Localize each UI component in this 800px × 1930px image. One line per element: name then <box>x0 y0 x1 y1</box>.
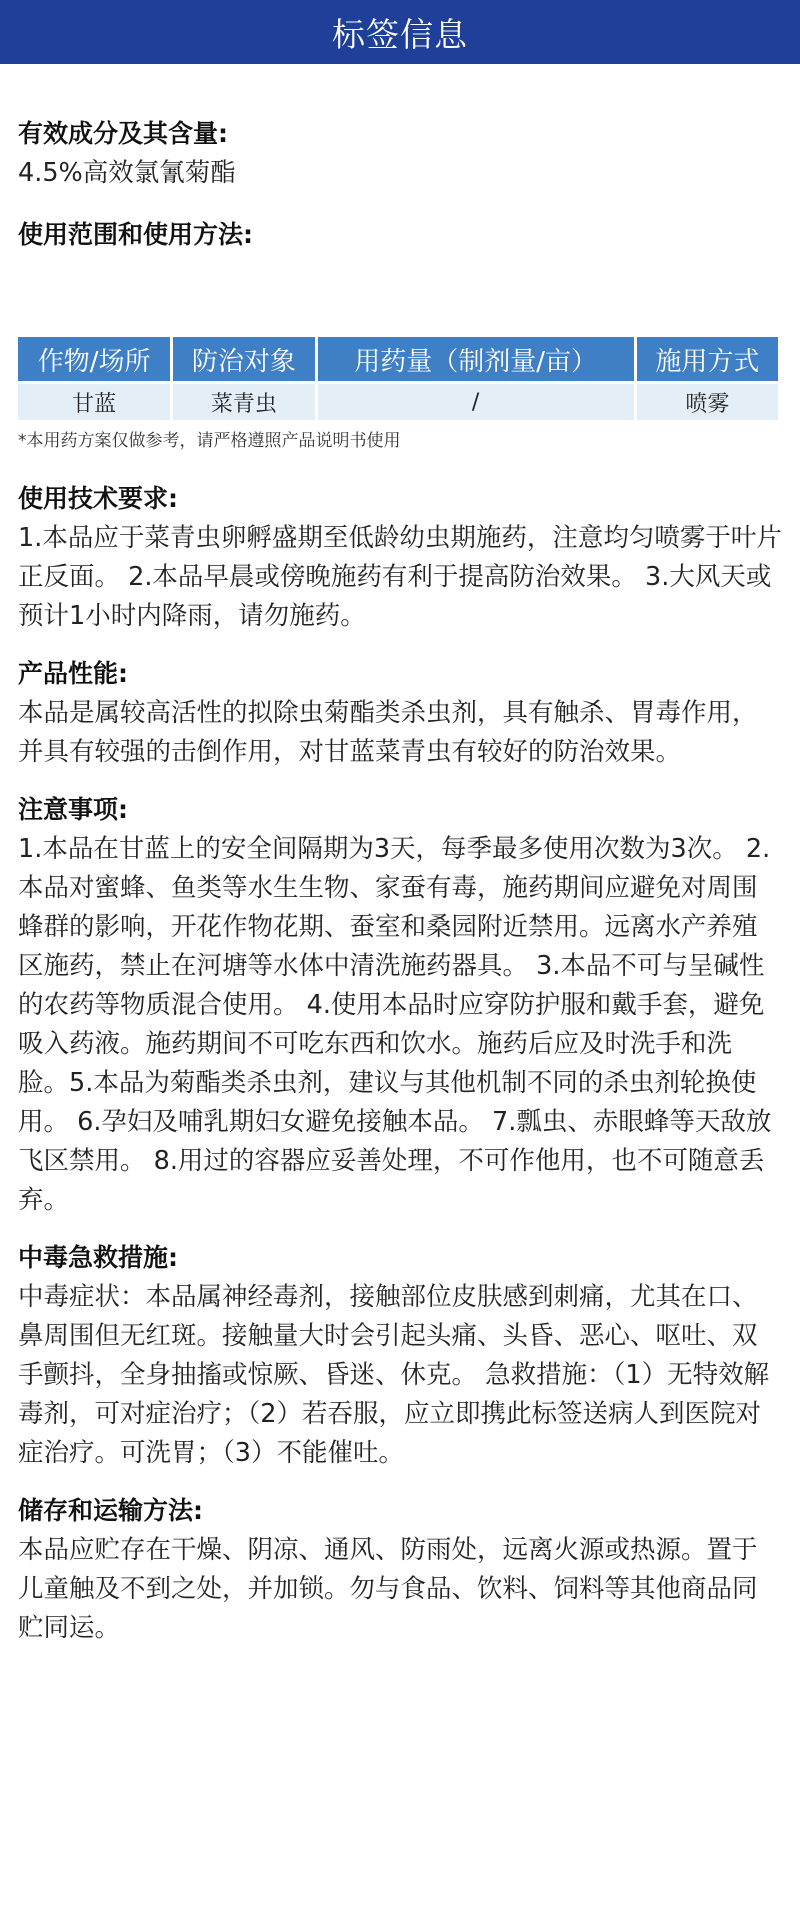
usage-table-header <box>18 337 778 381</box>
section-title-usage: 使用范围和使用方法: <box>18 220 253 249</box>
section-title-storage: 储存和运输方法: <box>18 1496 203 1525</box>
section-tech <box>18 479 782 636</box>
label-content <box>0 114 800 1648</box>
section-usage <box>18 215 782 451</box>
section-title-tech: 使用技术要求: <box>18 484 178 513</box>
section-performance <box>18 654 782 772</box>
cell-target: 菜青虫 <box>173 381 314 420</box>
page-header <box>0 0 800 64</box>
section-title-precautions: 注意事项: <box>18 795 128 824</box>
column-header-crop: 作物/场所 <box>18 337 170 381</box>
section-ingredient <box>18 114 782 193</box>
ingredient-text: 4.5%高效氯氰菊酯 <box>18 158 236 188</box>
section-title-ingredient: 有效成分及其含量: <box>18 119 228 148</box>
precautions-text: 1.本品在甘蓝上的安全间隔期为3天，每季最多使用次数为3次。 2.本品对蜜蜂、鱼类等水生生物、家蚕有毒，施药期间应避免对周围蜂群的影响，开花作物花期、蚕室和桑园附近禁用。远离水产养殖区施药，禁止在河塘等水体中清洗施药器具。 3.本品不可与呈碱性的农药等物质混合使用。 4.使用本品时应穿防护服和戴手套，避免吸入药液。施药期间不可吃东西和饮水。施药后应及时洗手和洗脸。5.本品为菊酯类杀虫剂，建议与其他机制不同的杀虫剂轮换使用。 6.孕妇及哺乳期妇女避免接触本品。 7.瓢虫、赤眼蜂等天敌放飞区禁用。 8.用过的容器应妥善处理，不可作他用，也不可随意丢弃。 <box>18 834 772 1215</box>
section-title-performance: 产品性能: <box>18 659 128 688</box>
cell-dosage: / <box>318 381 634 420</box>
section-firstaid <box>18 1238 782 1473</box>
section-precautions <box>18 790 782 1220</box>
section-storage <box>18 1491 782 1648</box>
usage-note: *本用药方案仅做参考，请严格遵照产品说明书使用 <box>18 431 401 451</box>
tech-text: 1.本品应于菜青虫卵孵盛期至低龄幼虫期施药，注意均匀喷雾于叶片正反面。 2.本品早晨或傍晚施药有利于提高防治效果。 3.大风天或预计1小时内降雨，请勿施药。 <box>18 523 782 631</box>
firstaid-text: 中毒症状：本品属神经毒剂，接触部位皮肤感到刺痛，尤其在口、鼻周围但无红斑。接触量大时会引起头痛、头昏、恶心、呕吐、双手颤抖，全身抽搐或惊厥、昏迷、休克。 急救措施：（1）无特效解毒剂，可对症治疗；（2）若吞服，应立即携此标签送病人到医院对症治疗。可洗胃；（3）不能催吐。 <box>18 1282 770 1468</box>
usage-table <box>15 337 781 420</box>
column-header-dosage: 用药量（制剂量/亩） <box>318 337 634 381</box>
usage-table-wrap <box>18 337 782 420</box>
page-title: 标签信息 <box>332 14 468 54</box>
cell-method: 喷雾 <box>637 381 778 420</box>
performance-text: 本品是属较高活性的拟除虫菊酯类杀虫剂，具有触杀、胃毒作用，并具有较强的击倒作用，对甘蓝菜青虫有较好的防治效果。 <box>18 698 758 767</box>
column-header-target: 防治对象 <box>173 337 314 381</box>
storage-text: 本品应贮存在干燥、阴凉、通风、防雨处，远离火源或热源。置于儿童触及不到之处，并加锁。勿与食品、饮料、饲料等其他商品同贮同运。 <box>18 1535 758 1643</box>
column-header-method: 施用方式 <box>637 337 778 381</box>
cell-crop: 甘蓝 <box>18 381 170 420</box>
table-row <box>18 381 778 420</box>
section-title-firstaid: 中毒急救措施: <box>18 1243 178 1272</box>
